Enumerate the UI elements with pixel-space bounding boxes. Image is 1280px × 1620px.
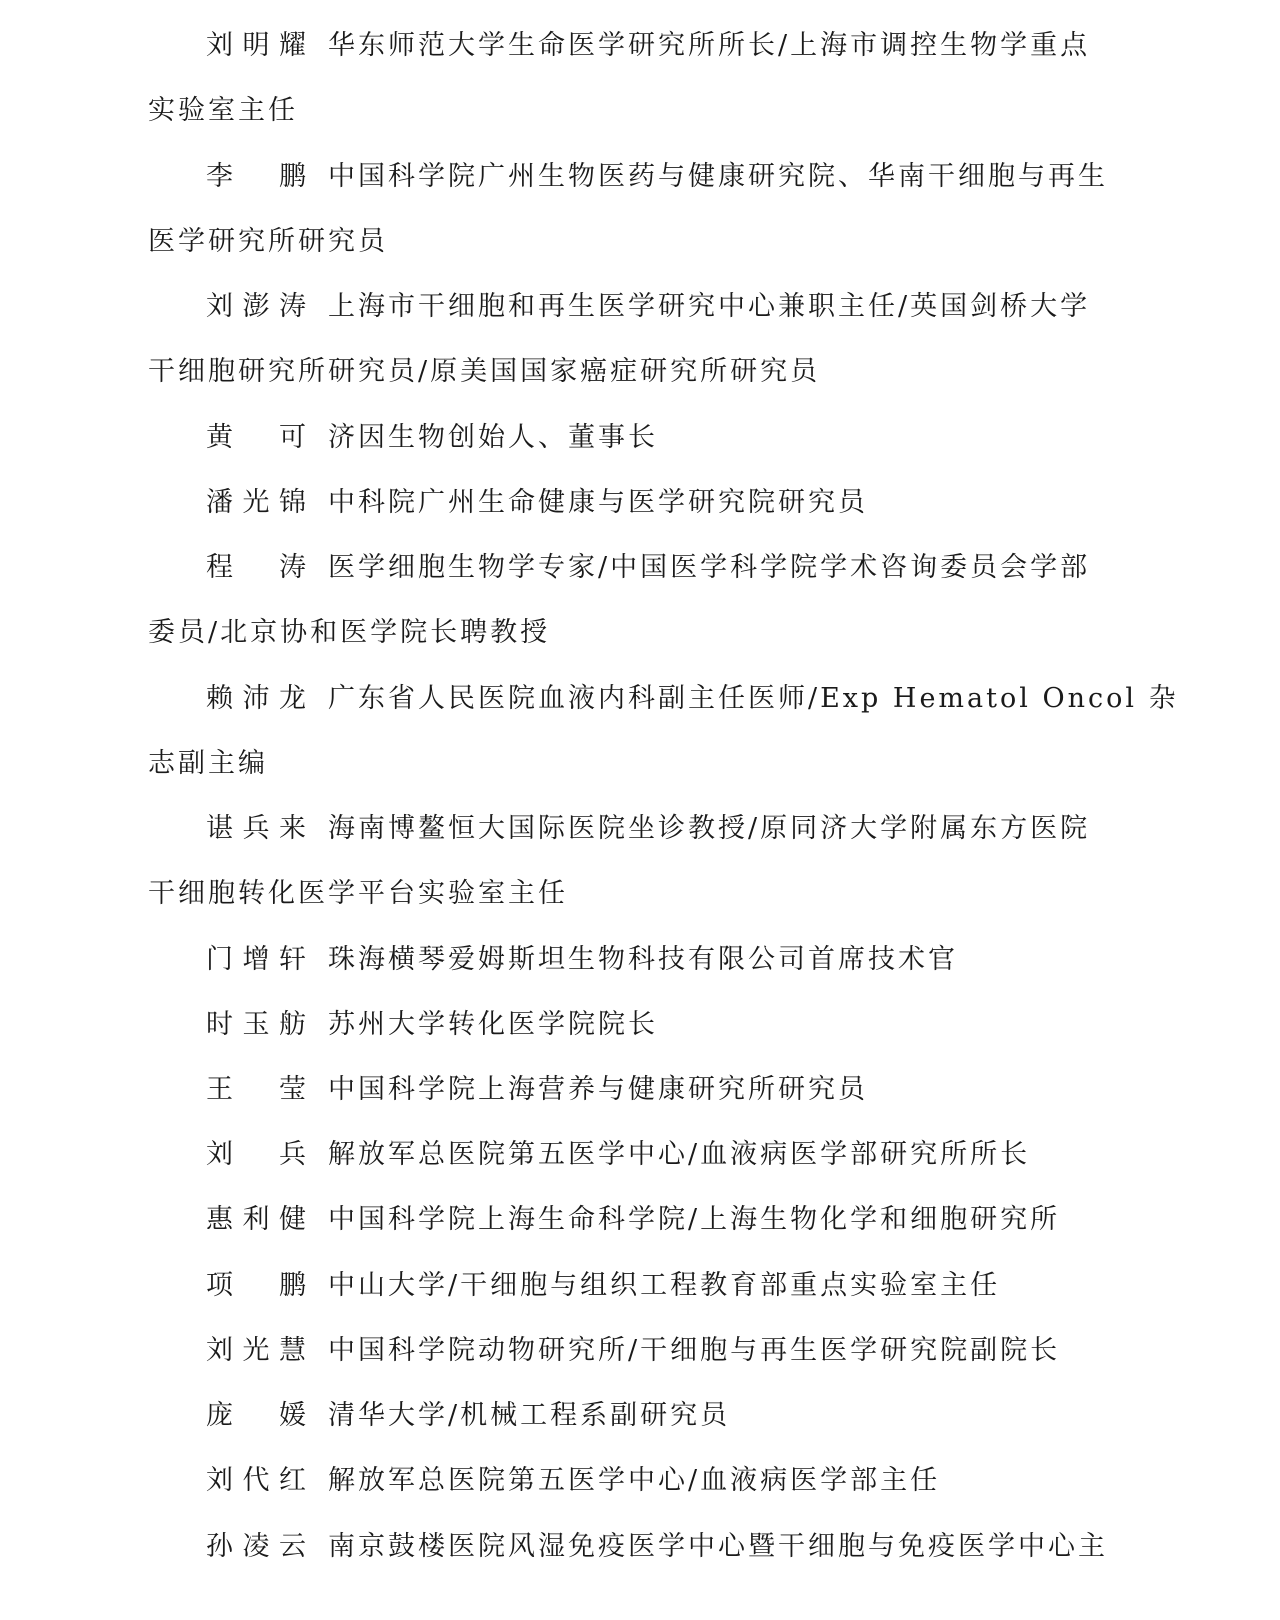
entry-continuation [0,350,1280,394]
entry-continuation [0,89,1280,133]
person-affiliation: 中国科学院广州生物医药与健康研究院、华南干细胞与再生 [328,161,1108,192]
entry-continuation [0,742,1280,786]
person-affiliation: 济因生物创始人、董事长 [328,422,658,453]
person-name: 刘代红 [206,1465,306,1496]
person-affiliation: 上海市干细胞和再生医学研究中心兼职主任/英国剑桥大学 [328,291,1091,322]
person-name: 刘明耀 [206,30,306,61]
person-affiliation-continued: 干细胞转化医学平台实验室主任 [148,878,568,909]
person-name: 潘光锦 [206,487,306,518]
person-affiliation: 海南博鳌恒大国际医院坐诊教授/原同济大学附属东方医院 [328,813,1091,844]
person-name: 庞 媛 [206,1400,306,1431]
person-name: 赖沛龙 [206,683,306,714]
entry-line [0,1003,1280,1047]
entry-line [0,938,1280,982]
person-affiliation: 中国科学院上海生命科学院/上海生物化学和细胞研究所 [328,1204,1061,1235]
person-name: 刘 兵 [206,1139,306,1170]
person-affiliation: 珠海横琴爱姆斯坦生物科技有限公司首席技术官 [328,944,958,975]
person-affiliation: 华东师范大学生命医学研究所所长/上海市调控生物学重点 [328,30,1091,61]
person-name: 门增轩 [206,944,306,975]
person-affiliation: 中国科学院上海营养与健康研究所研究员 [328,1074,868,1105]
person-affiliation: 中国科学院动物研究所/干细胞与再生医学研究院副院长 [328,1335,1061,1366]
person-affiliation: 中山大学/干细胞与组织工程教育部重点实验室主任 [328,1270,1001,1301]
entry-line [0,807,1280,851]
entry-line [0,1525,1280,1569]
entry-continuation [0,220,1280,264]
entry-line [0,416,1280,460]
entry-continuation [0,611,1280,655]
person-name: 项 鹏 [206,1270,306,1301]
entry-line [0,1394,1280,1438]
person-name: 谌兵来 [206,813,306,844]
entry-line [0,155,1280,199]
person-affiliation: 解放军总医院第五医学中心/血液病医学部主任 [328,1465,941,1496]
entry-line [0,1329,1280,1373]
entry-line [0,1133,1280,1177]
entry-line [0,1068,1280,1112]
entry-line [0,677,1280,721]
person-name: 王 莹 [206,1074,306,1105]
person-affiliation: 南京鼓楼医院风湿免疫医学中心暨干细胞与免疫医学中心主 [328,1531,1108,1562]
person-name: 程 涛 [206,552,306,583]
person-affiliation: 医学细胞生物学专家/中国医学科学院学术咨询委员会学部 [328,552,1091,583]
person-name: 刘光慧 [206,1335,306,1366]
person-affiliation-continued: 实验室主任 [148,95,298,126]
person-affiliation: 苏州大学转化医学院院长 [328,1009,658,1040]
person-affiliation-continued: 医学研究所研究员 [148,226,388,257]
entry-line [0,1198,1280,1242]
person-name: 时玉舫 [206,1009,306,1040]
person-affiliation: 中科院广州生命健康与医学研究院研究员 [328,487,868,518]
person-name: 黄 可 [206,422,306,453]
person-affiliation: 清华大学/机械工程系副研究员 [328,1400,731,1431]
entry-continuation [0,872,1280,916]
entry-line [0,24,1280,68]
entry-line [0,1459,1280,1503]
person-affiliation: 广东省人民医院血液内科副主任医师/Exp Hematol Oncol 杂 [328,683,1179,714]
entry-line [0,1264,1280,1308]
person-affiliation-continued: 志副主编 [148,748,268,779]
person-name: 刘澎涛 [206,291,306,322]
person-name: 孙凌云 [206,1531,306,1562]
person-affiliation-continued: 委员/北京协和医学院长聘教授 [148,617,551,648]
person-affiliation: 解放军总医院第五医学中心/血液病医学部研究所所长 [328,1139,1031,1170]
person-name: 李 鹏 [206,161,306,192]
person-affiliation-continued: 干细胞研究所研究员/原美国国家癌症研究所研究员 [148,356,821,387]
entry-line [0,546,1280,590]
entry-line [0,285,1280,329]
person-name: 惠利健 [206,1204,306,1235]
entry-line [0,481,1280,525]
